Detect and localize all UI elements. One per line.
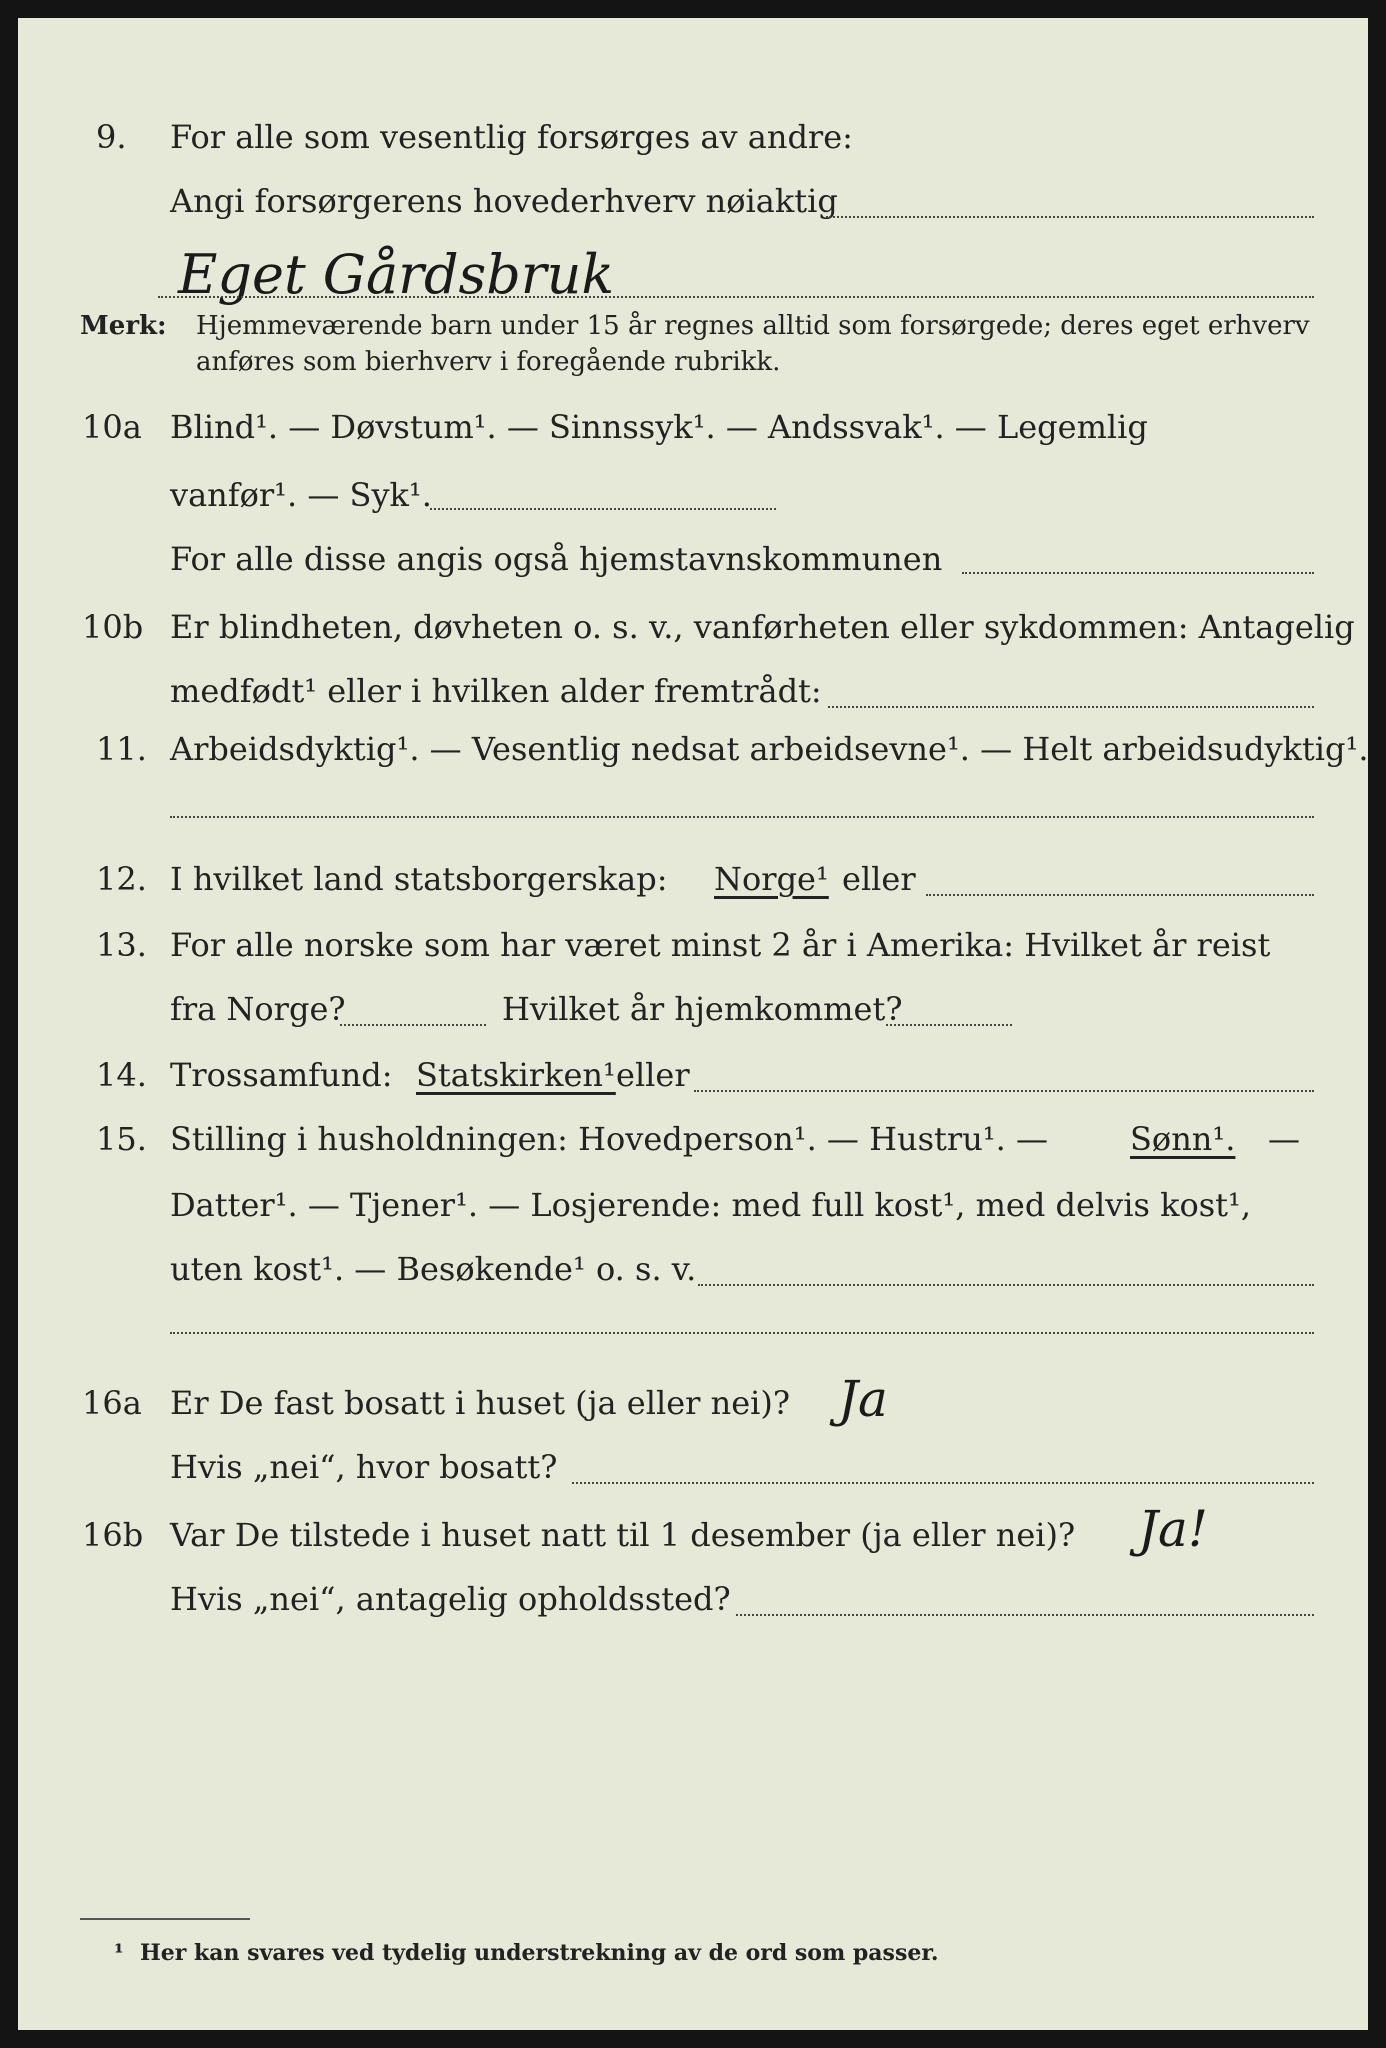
question-11: [18, 720, 1368, 778]
answer-line: [828, 706, 1314, 708]
answer-line: [826, 216, 1314, 218]
handwritten-answer: Ja!: [1138, 1500, 1208, 1558]
question-number: 12.: [96, 860, 147, 898]
question-text: I hvilket land statsborgerskap:: [170, 860, 668, 898]
census-form-page: [18, 18, 1368, 2030]
question-16b: [18, 1500, 1368, 1564]
question-text: Er blindheten, døvheten o. s. v., vanførheten eller sykdommen: Antagelig: [170, 608, 1355, 646]
question-text: Datter¹. — Tjener¹. — Losjerende: med full kost¹, med delvis kost¹,: [170, 1186, 1252, 1224]
question-text: medfødt¹ eller i hvilken alder fremtrådt:: [170, 672, 822, 710]
question-text: Stilling i husholdningen: Hovedperson¹. — Hustru¹. —: [170, 1120, 1048, 1158]
question-number: 13.: [96, 926, 147, 964]
question-text: Hvis „nei“, antagelig opholdssted?: [170, 1580, 731, 1618]
question-10a-line-2: [18, 466, 1368, 524]
question-text: eller: [616, 1056, 690, 1094]
question-number: 14.: [96, 1056, 147, 1094]
question-text: Hvilket år hjemkommet?: [502, 990, 903, 1028]
question-14: [18, 1046, 1368, 1104]
question-9-answer: [18, 240, 1368, 310]
question-13: [18, 916, 1368, 974]
question-9: [18, 108, 1368, 166]
question-text: Var De tilstede i huset natt til 1 desember (ja eller nei)?: [170, 1516, 1076, 1554]
question-number: 16a: [82, 1384, 142, 1422]
answer-line: [158, 296, 1314, 298]
question-number: 9.: [96, 118, 127, 156]
question-9-line-2: [18, 172, 1368, 230]
question-text: uten kost¹. — Besøkende¹ o. s. v.: [170, 1250, 697, 1288]
underlined-answer: Statskirken¹: [416, 1056, 616, 1094]
question-10b: [18, 598, 1368, 656]
question-text: Trossamfund:: [170, 1056, 393, 1094]
question-15-line-2: [18, 1176, 1368, 1234]
question-13-line-2: [18, 980, 1368, 1038]
answer-line: [572, 1482, 1314, 1484]
question-16a: [18, 1370, 1368, 1432]
question-16b-line-2: [18, 1570, 1368, 1628]
question-12: [18, 850, 1368, 908]
answer-line: [962, 572, 1314, 574]
question-10a-line-3: [18, 530, 1368, 588]
question-text: vanfør¹. — Syk¹.: [170, 476, 432, 514]
answer-line: [694, 1090, 1314, 1092]
question-number: 16b: [82, 1516, 144, 1554]
question-15: [18, 1110, 1368, 1168]
question-number: 10b: [82, 608, 144, 646]
answer-line: [886, 1024, 1012, 1026]
question-text: Hvis „nei“, hvor bosatt?: [170, 1448, 558, 1486]
question-10a: [18, 398, 1368, 456]
footnote-marker: ¹: [114, 1940, 124, 1966]
handwritten-answer: Ja: [838, 1370, 888, 1428]
merk-note: [18, 308, 1368, 384]
question-text: eller: [842, 860, 916, 898]
merk-text: Hjemmeværende barn under 15 år regnes alltid som forsørgede; deres eget erhverv: [196, 311, 1310, 341]
merk-label: Merk:: [80, 311, 167, 341]
answer-line: [736, 1614, 1314, 1616]
question-number: 15.: [96, 1120, 147, 1158]
question-10b-line-2: [18, 662, 1368, 720]
handwritten-answer: Eget Gårdsbruk: [178, 243, 615, 306]
question-16a-line-2: [18, 1438, 1368, 1496]
answer-line: [698, 1284, 1314, 1286]
footnote: [18, 1938, 1368, 1968]
question-number: 11.: [96, 730, 147, 768]
question-text: For alle disse angis også hjemstavnskommunen: [170, 540, 943, 578]
question-text: fra Norge?: [170, 990, 346, 1028]
question-15-line-3: [18, 1240, 1368, 1298]
merk-text: anføres som bierhverv i foregående rubrikk.: [196, 347, 781, 377]
question-text: Blind¹. — Døvstum¹. — Sinnssyk¹. — Andssvak¹. — Legemlig: [170, 408, 1148, 446]
question-text: For alle norske som har været minst 2 år i Amerika: Hvilket år reist: [170, 926, 1271, 964]
answer-line: [170, 1332, 1314, 1334]
answer-line: [340, 1024, 486, 1026]
question-text: —: [1268, 1120, 1300, 1158]
question-text: Er De fast bosatt i huset (ja eller nei)?: [170, 1384, 791, 1422]
answer-line: [926, 894, 1314, 896]
underlined-answer: Sønn¹.: [1130, 1120, 1236, 1158]
question-text: Arbeidsdyktig¹. — Vesentlig nedsat arbeidsevne¹. — Helt arbeidsudyktig¹.: [170, 730, 1369, 768]
question-text: For alle som vesentlig forsørges av andre:: [170, 118, 853, 156]
footnote-text: Her kan svares ved tydelig understrekning av de ord som passer.: [140, 1940, 939, 1966]
underlined-answer: Norge¹: [714, 860, 829, 898]
footnote-rule: [80, 1918, 250, 1920]
question-text: Angi forsørgerens hovederhverv nøiaktig: [170, 182, 838, 220]
answer-line: [170, 816, 1314, 818]
answer-line: [430, 508, 776, 510]
question-number: 10a: [82, 408, 142, 446]
